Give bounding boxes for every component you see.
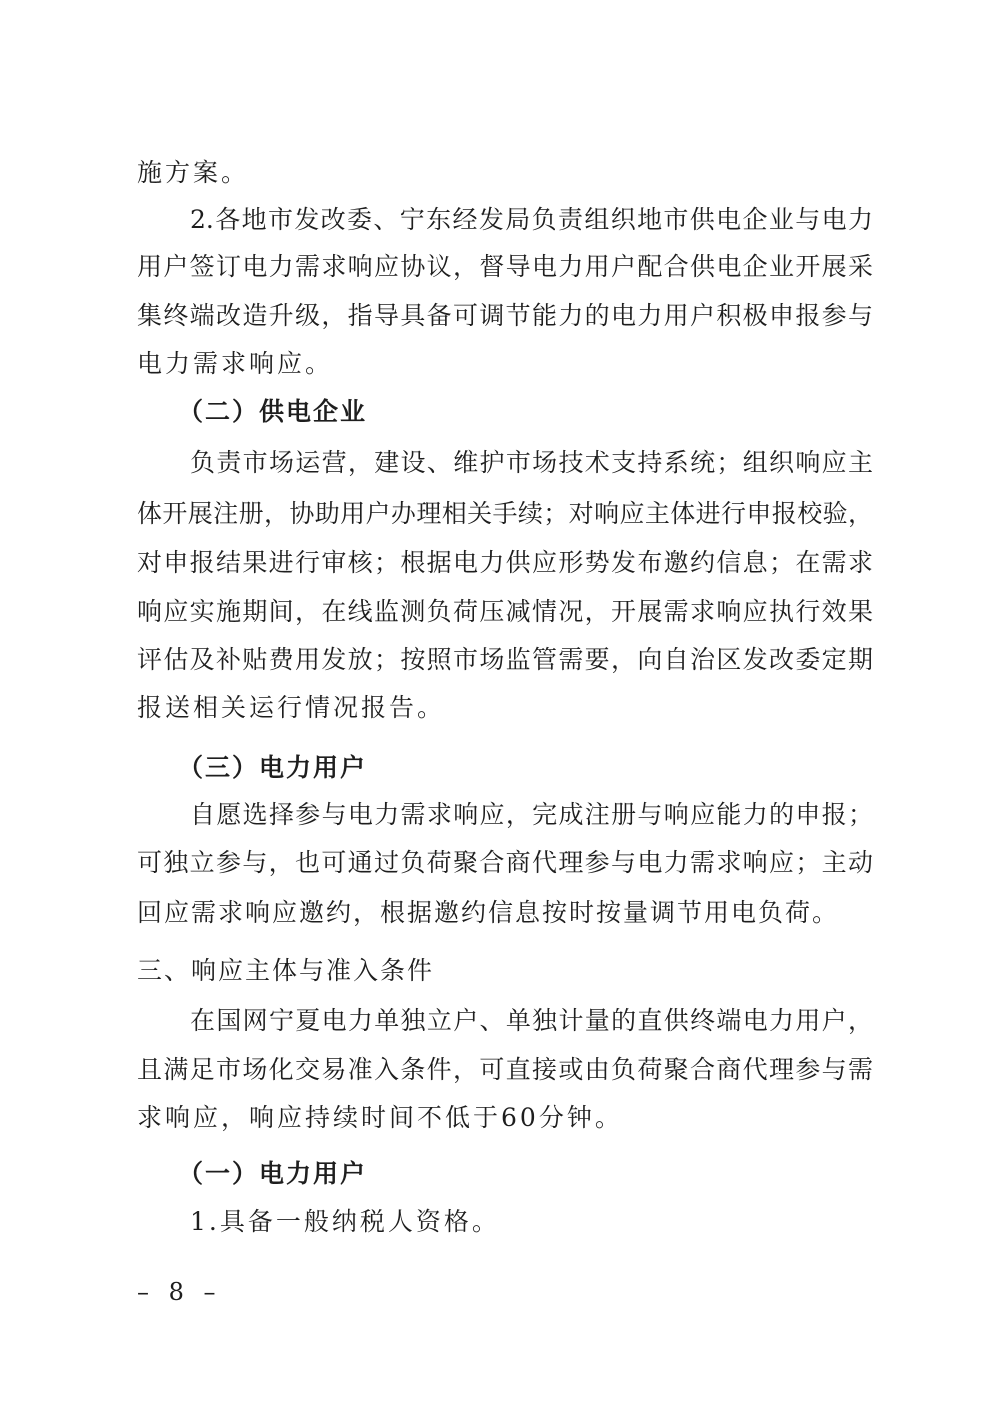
chapter-heading: 三、响应主体与准入条件 <box>137 956 435 985</box>
paragraph-line: 用户签订电力需求响应协议，督导电力用户配合供电企业开展采 <box>137 252 873 281</box>
section-heading: （三）电力用户 <box>178 753 368 782</box>
paragraph-line: 响应实施期间，在线监测负荷压减情况，开展需求响应执行效果 <box>137 597 873 626</box>
paragraph-line: 可独立参与，也可通过负荷聚合商代理参与电力需求响应；主动 <box>137 848 873 877</box>
paragraph-line: 1.具备一般纳税人资格。 <box>190 1207 500 1236</box>
paragraph-line: 体开展注册，协助用户办理相关手续；对响应主体进行申报校验， <box>137 499 873 528</box>
paragraph-line: 对申报结果进行审核；根据电力供应形势发布邀约信息；在需求 <box>137 548 873 577</box>
paragraph-line: 自愿选择参与电力需求响应，完成注册与响应能力的申报； <box>190 800 873 829</box>
paragraph-line: 施方案。 <box>137 158 250 187</box>
paragraph-line: 电力需求响应。 <box>137 349 334 378</box>
section-heading: （二）供电企业 <box>178 397 368 426</box>
paragraph-line: 2.各地市发改委、宁东经发局负责组织地市供电企业与电力 <box>190 205 873 234</box>
paragraph-line: 回应需求响应邀约，根据邀约信息按时按量调节用电负荷。 <box>137 898 840 927</box>
page-number: – 8 – <box>137 1278 222 1306</box>
paragraph-line: 且满足市场化交易准入条件，可直接或由负荷聚合商代理参与需 <box>137 1055 873 1084</box>
paragraph-line: 报送相关运行情况报告。 <box>137 693 446 722</box>
section-heading: （一）电力用户 <box>178 1159 368 1188</box>
paragraph-line: 在国网宁夏电力单独立户、单独计量的直供终端电力用户， <box>190 1006 873 1035</box>
paragraph-line: 求响应，响应持续时间不低于60分钟。 <box>137 1103 623 1132</box>
paragraph-line: 评估及补贴费用发放；按照市场监管需要，向自治区发改委定期 <box>137 645 873 674</box>
paragraph-line: 负责市场运营，建设、维护市场技术支持系统；组织响应主 <box>190 448 873 477</box>
paragraph-line: 集终端改造升级，指导具备可调节能力的电力用户积极申报参与 <box>137 301 873 330</box>
